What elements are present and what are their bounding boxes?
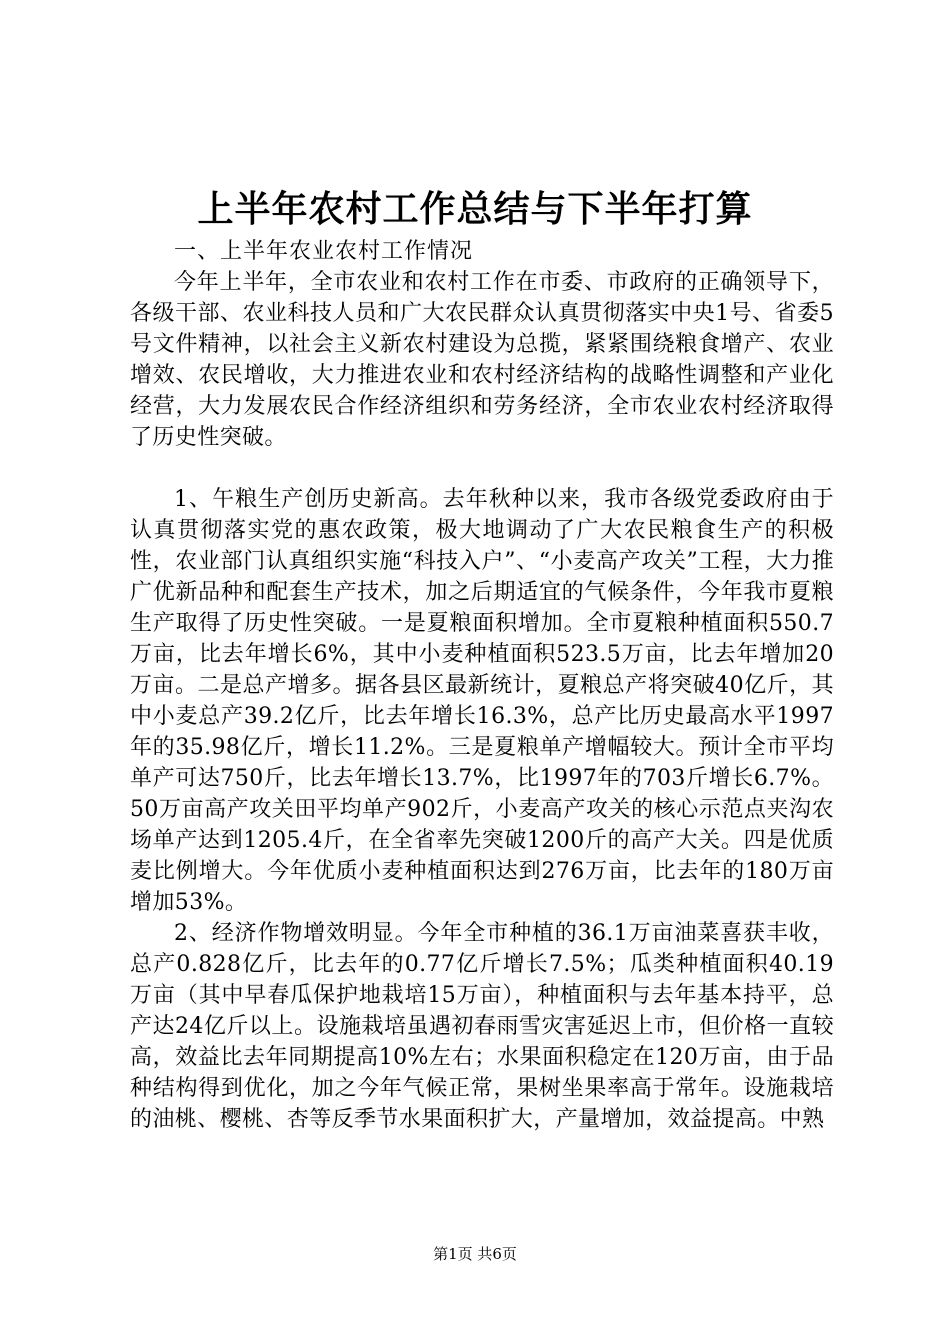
paragraph-grain-production: 1、午粮生产创历史新高。去年秋种以来，我市各级党委政府由于认真贯彻落实党的惠农政策，极大地调动了广大农民粮食生产的积极性，农业部门认真组织实施“科技入户”、“小麦高产攻关”工程，大力推广优新品种和配套生产技术，加之后期适宜的气候条件，今年我市夏粮生产取得了历史性突破。一是夏粮面积增加。全市夏粮种植面积550.7万亩，比去年增长6%，其中小麦种植面积523.5万亩，比去年增加20万亩。二是总产增多。据各县区最新统计，夏粮总产将突破40亿斤，其中小麦总产39.2亿斤，比去年增长16.3%，总产比历史最高水平1997年的35.98亿斤，增长11.2%。三是夏粮单产增幅较大。预计全市平均单产可达750斤，比去年增长13.7%，比1997年的703斤增长6.7%。50万亩高产攻关田平均单产902斤，小麦高产攻关的核心示范点夹沟农场单产达到1205.4斤，在全省率先突破1200斤的高产大关。四是优质麦比例增大。今年优质小麦种植面积达到276万亩，比去年的180万亩增加53%。 — [130, 487, 834, 915]
page-footer: 第1页 共6页 — [433, 1245, 517, 1263]
paragraph-intro: 今年上半年，全市农业和农村工作在市委、市政府的正确领导下，各级干部、农业科技人员和广大农民群众认真贯彻落实中央1号、省委5号文件精神，以社会主义新农村建设为总揽，紧紧围绕粮食增产、农业增效、农民增收，大力推进农业和农村经济结构的战略性调整和产业化经营，大力发展农民合作经济组织和劳务经济，全市农业农村经济取得了历史性突破。 — [130, 270, 834, 450]
paragraph-cash-crops: 2、经济作物增效明显。今年全市种植的36.1万亩油菜喜获丰收，总产0.828亿斤，比去年的0.77亿斤增长7.5%；瓜类种植面积40.19万亩（其中早春瓜保护地栽培15万亩），种植面积与去年基本持平，总产达24亿斤以上。设施栽培虽遇初春雨雪灾害延迟上市，但价格一直较高，效益比去年同期提高10%左右；水果面积稳定在120万亩，由于品种结构得到优化，加之今年气候正常，果树坐果率高于常年。设施栽培的油桃、樱桃、杏等反季节水果面积扩大，产量增加，效益提高。中熟 — [130, 921, 834, 1132]
document-body — [130, 236, 834, 1135]
section-heading: 一、上半年农业农村工作情况 — [174, 239, 474, 264]
document-title: 上半年农村工作总结与下半年打算 — [197, 189, 753, 230]
